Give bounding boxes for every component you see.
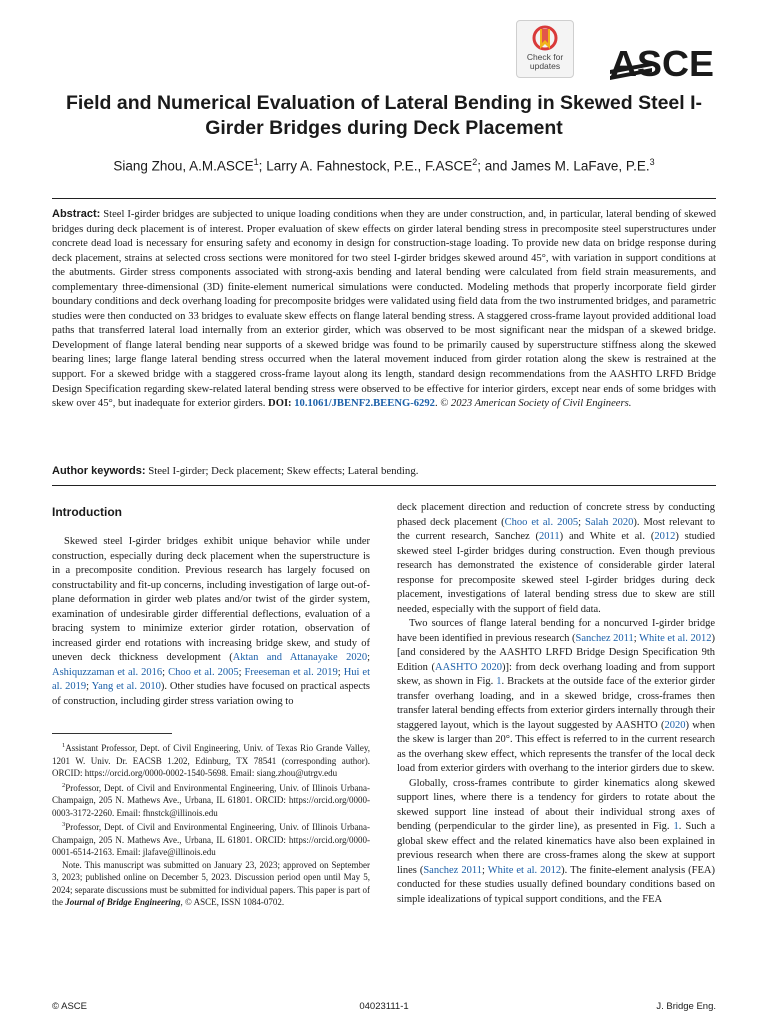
- citation-link[interactable]: AASHTO 2020: [435, 661, 503, 673]
- paragraph-text: ;: [86, 681, 92, 692]
- citation-link[interactable]: 1: [673, 821, 679, 832]
- author-name: James M. LaFave, P.E.: [511, 158, 650, 174]
- footnote-2: $^2$Professor, Dept. of Civil and Environmental Engineering, Univ. of Illinois Urbana-Champaign, 205 N. Mathews Ave., Urbana, IL 61801. ORCID: https://orcid.org/0000-0003-3172-2260. Email: fhnstck@illinois.edu: [52, 781, 370, 818]
- footnote-1: $^1$Assistant Professor, Dept. of Civil Engineering, Univ. of Texas Rio Grande Valley, 1201 W. Univ. Dr. EACSB 1.202, Edinburg, TX 78541 (corresponding author). ORCID: https://orcid.org/0000-0002-1540-5698. Email: siang.zhou@utrgv.edu: [52, 742, 370, 778]
- paragraph-text: )]: from deck overhang loading and from support skew, as shown in Fig.: [397, 661, 715, 687]
- paragraph-text: Globally, cross-frames contribute to girder kinematics along skewed support lines, where there is a tendency for girders to rotate about the skewed support line instead of about their individual strong axes of bending (perpendicular to the girder line), as presented in Fig.: [397, 777, 715, 832]
- citation-link[interactable]: Freeseman et al. 2019: [244, 666, 338, 678]
- paragraph-text: ;: [481, 864, 488, 876]
- footnote-3: $^3$Professor, Dept. of Civil and Environmental Engineering, Univ. of Illinois Urbana-Champaign, 205 N. Mathews Ave., Urbana, IL 61801. ORCID: https://orcid.org/0000-0001-6514-2163. Email: jlafave@illinois.edu: [52, 821, 370, 857]
- paragraph-text: ;: [367, 652, 370, 663]
- citation-link[interactable]: White et al. 2012: [639, 632, 712, 644]
- citation-link[interactable]: White et al. 2012: [487, 864, 562, 876]
- author-affiliation-mark: 1: [253, 157, 259, 167]
- citation-link[interactable]: Choo et al. 2005: [504, 516, 579, 528]
- paragraph-text: ). Other studies have focused on practical aspects of construction, including girder stress variation owing to: [52, 681, 371, 707]
- paper-title: Field and Numerical Evaluation of Lateral Bending in Skewed Steel I-Girder Bridges during Deck Placement: [65, 92, 703, 139]
- paragraph-text: ;: [238, 666, 245, 678]
- abstract-label: Abstract:: [52, 208, 101, 220]
- abstract-text: Steel I-girder bridges are subjected to unique loading conditions when they are under construction, and, in particular, lateral bending of skewed bridges during deck placement is of interest. Proper evaluation of skew effects on girder lateral bending stress in precomposite steel superstructures under concrete dead load is necessary for ensuring safety and economy in design for construction-stage loading. To provide new data on bridge response during deck placement, strains at selected cross sections were monitored for two steel I-girder bridges skewed around 45°, with variation in support conditions at the abutments. Girder stress components associated with strong-axis bending and lateral bending were calculated from field strain measurements, and complementary three-dimensional (3D) finite-element numerical simulations were conducted. Modeling methods that properly incorporate field girder boundary conditions and deck overhang loading for precomposite bridges were validated using field data from the two instrumented bridges, and parametric studies were then conducted on 33 bridges to evaluate skew effects on flange lateral bending stress. A staggered cross-frame layout provided additional load paths that transferred lateral load internally from an exterior girder, which was observed to be most significant near the midspan of a skewed bridge. Development of flange lateral bending near supports of a skewed bridge was found to be primarily caused by superstructure stiffness along the skewed bearing lines; large flange lateral bending stress occurred when the lateral movement induced from girder rotation along the skew is restrained at the support. For a skewed bridge with a staggered cross-frame layout along its length, standard design recommendations from the AASHTO LRFD Bridge Design Specification regarding skew-related lateral bending stress were observed to be effective for interior girders, except near ends of some bridges with skew over 45°, but inadequate for exterior girders.: [52, 209, 716, 410]
- intro-paragraph-1: [52, 535, 370, 709]
- copyright: © 2023 American Society of Civil Engineers.: [440, 398, 632, 410]
- author-keywords: [52, 465, 716, 477]
- paragraph-text: ) studied skewed steel I-girder bridges during construction. Even though previous research has demonstrated the existence of considerable girder lateral response for precomposite skewed steel I-girder bridges during deck placement, investigations of lateral bending stress due to skew are still needed, especially with the support of field data.: [397, 531, 716, 615]
- paragraph-text: ) [and considered by the AASHTO LRFD Bridge Design Specification 9th Edition (: [397, 632, 715, 673]
- footer-journal: J. Bridge Eng.: [656, 1001, 716, 1012]
- citation-link[interactable]: Salah 2020: [585, 516, 634, 528]
- citation-link[interactable]: Sanchez 2011: [423, 864, 482, 876]
- paragraph-text: deck placement direction and reduction of concrete stress by conducting phased deck placement (: [397, 502, 715, 528]
- keywords-label: Author keywords:: [52, 465, 146, 477]
- citation-link[interactable]: Yang et al. 2010: [91, 681, 161, 692]
- check-for-updates-badge[interactable]: [516, 20, 574, 78]
- page-footer: [52, 1001, 716, 1015]
- badge-line-2: updates: [529, 61, 561, 71]
- doi-label: DOI:: [268, 398, 292, 410]
- paragraph-text: ) when the skew is larger than 20°. This effect is referred to in the current research as the overhang skew effect, which represents the transfer of the local deck load from exterior girders with overhang to the interior girders due to skew.: [397, 719, 715, 774]
- citation-link[interactable]: Sanchez 2011: [575, 632, 634, 644]
- top-rule: [52, 198, 716, 199]
- author-name: Siang Zhou, A.M.ASCE: [113, 158, 254, 174]
- asce-logo-text: ASCE: [610, 43, 714, 82]
- citation-link[interactable]: 1: [496, 676, 502, 687]
- manuscript-note: Note. This manuscript was submitted on January 23, 2023; approved on September 3, 2023; published online on December 5, 2023. Discussion period open until May 5, 2024; separate discussions must be submitted for individual papers. This paper is part of the Journal of Bridge Engineering, © ASCE, ISSN 1084-0702.: [52, 859, 370, 907]
- footnotes: [52, 740, 370, 909]
- paragraph-text: . Brackets at the outside face of the exterior girder transfer overhang loading, and in a skewed bridge, cross-frames then transfer lateral bending effects from exterior girders internally through their staggered layout, which is the layout suggested by AASHTO (: [397, 676, 715, 731]
- badge-line-1: Check for: [526, 52, 564, 62]
- abstract: Abstract: Steel I-girder bridges are subjected to unique loading conditions when they are under construction, and, in particular, lateral bending of skewed bridges during deck placement is of interest. Proper evaluation of skew effects on girder lateral bending stress in precomposite steel superstructures under concrete dead load is necessary for ensuring safety and economy in design for construction-stage loading. To provide new data on bridge response during deck placement, strains at selected cross sections were monitored for two steel I-girder bridges skewed around 45°, with variation in support conditions at the abutments. Girder stress components associated with strong-axis bending and lateral bending were calculated from field strain measurements, and complementary three-dimensional (3D) finite-element numerical simulations were conducted. Modeling methods that properly incorporate field girder boundary conditions and deck overhang loading for precomposite bridges were validated using field data from the two instrumented bridges, and parametric studies were then conducted on 33 bridges to evaluate skew effects on flange lateral bending stress. A staggered cross-frame layout provided additional load paths that transferred lateral load internally from an exterior girder, which was observed to be most significant near the midspan of a skewed bridge. Development of flange lateral bending near supports of a skewed bridge was found to be primarily caused by superstructure stiffness along the skewed bearing lines; large flange lateral bending stress occurred when the lateral movement induced from girder rotation along the skew is restrained at the support. For a skewed bridge with a staggered cross-frame layout along its length, standard design recommendations from the AASHTO LRFD Bridge Design Specification regarding skew-related lateral bending stress were observed to be effective for interior girders, except near ends of some bridges with skew over 45°, but inadequate for exterior girders. DOI: 10.1061/JBENF2.BEENG-6292. © 2023 American Society of Civil Engineers.: [52, 208, 716, 410]
- footnote-rule: [52, 733, 172, 734]
- citation-link[interactable]: 2011: [539, 531, 560, 542]
- paragraph-text: ) and White et al. (: [559, 531, 655, 542]
- citation-link[interactable]: Ashiquzzaman et al. 2016: [52, 666, 163, 678]
- author-line: Siang Zhou, A.M.ASCE$^1$; Larry A. Fahnestock, P.E., F.ASCE$^2$; and James M. LaFave, P.E.$^3$: [113, 157, 655, 174]
- journal-name: Journal of Bridge Engineering: [65, 897, 181, 907]
- right-paragraph-1: [397, 501, 715, 617]
- author-name: Larry A. Fahnestock, P.E., F.ASCE: [266, 158, 473, 174]
- paragraph-text: Two sources of flange lateral bending for a noncurved I-girder bridge have been identified in previous research (: [397, 618, 715, 644]
- author-affiliation-mark: 3: [649, 157, 655, 167]
- citation-link[interactable]: 2012: [654, 531, 676, 542]
- right-paragraph-3: [397, 777, 715, 908]
- paragraph-text: ;: [337, 666, 344, 678]
- paragraph-text: ;: [162, 666, 169, 678]
- bookmark-ribbon-icon: [532, 25, 558, 53]
- citation-link[interactable]: 2020: [664, 719, 686, 731]
- paragraph-text: Skewed steel I-girder bridges exhibit unique behavior while under construction, especially during deck placement when the superstructure is in a precomposite condition. Previous research has largely focused on constructability and fit-up concerns, including investigation of large out-of-plane deformation in girder web plates and/or twist of the girder system, examination of undesirable girder differential deflections, evaluation of a bracing system to minimize exterior girder rotation, observation of increased girder end rotations with increasing bridge skew, and study of uneven deck thickness development (: [52, 536, 370, 663]
- mid-rule: [52, 485, 716, 486]
- section-heading-introduction: Introduction: [52, 505, 122, 519]
- paragraph-text: ;: [578, 516, 585, 528]
- paragraph-text: ;: [633, 632, 640, 644]
- right-paragraph-2: [397, 617, 715, 777]
- citation-link[interactable]: Choo et al. 2005: [168, 666, 239, 678]
- author-affiliation-mark: 2: [472, 157, 478, 167]
- keywords-text: Steel I-girder; Deck placement; Skew effects; Lateral bending.: [148, 465, 419, 477]
- citation-link[interactable]: Aktan and Attanayake 2020: [232, 652, 368, 663]
- left-column: [52, 505, 370, 709]
- paragraph-text: ). The finite-element analysis (FEA) conducted for these studies usually defined boundary conditions based on simple idealizations of typical support conditions, and the FEA: [397, 864, 716, 905]
- citation-link[interactable]: Hui et al. 2019: [52, 666, 371, 692]
- asce-logo: [606, 42, 718, 82]
- paragraph-text: ). Most relevant to the current research, Sanchez (: [397, 516, 715, 542]
- footer-publisher: © ASCE: [52, 1001, 87, 1012]
- doi-link[interactable]: 10.1061/JBENF2.BEENG-6292: [294, 398, 435, 410]
- right-column: [397, 501, 715, 907]
- paragraph-text: . Such a global skew effect and the related kinematics have also been explained in previous research when there are cross-frames along the skew at support lines (: [397, 821, 715, 876]
- article-number: 04023111-1: [359, 1001, 409, 1012]
